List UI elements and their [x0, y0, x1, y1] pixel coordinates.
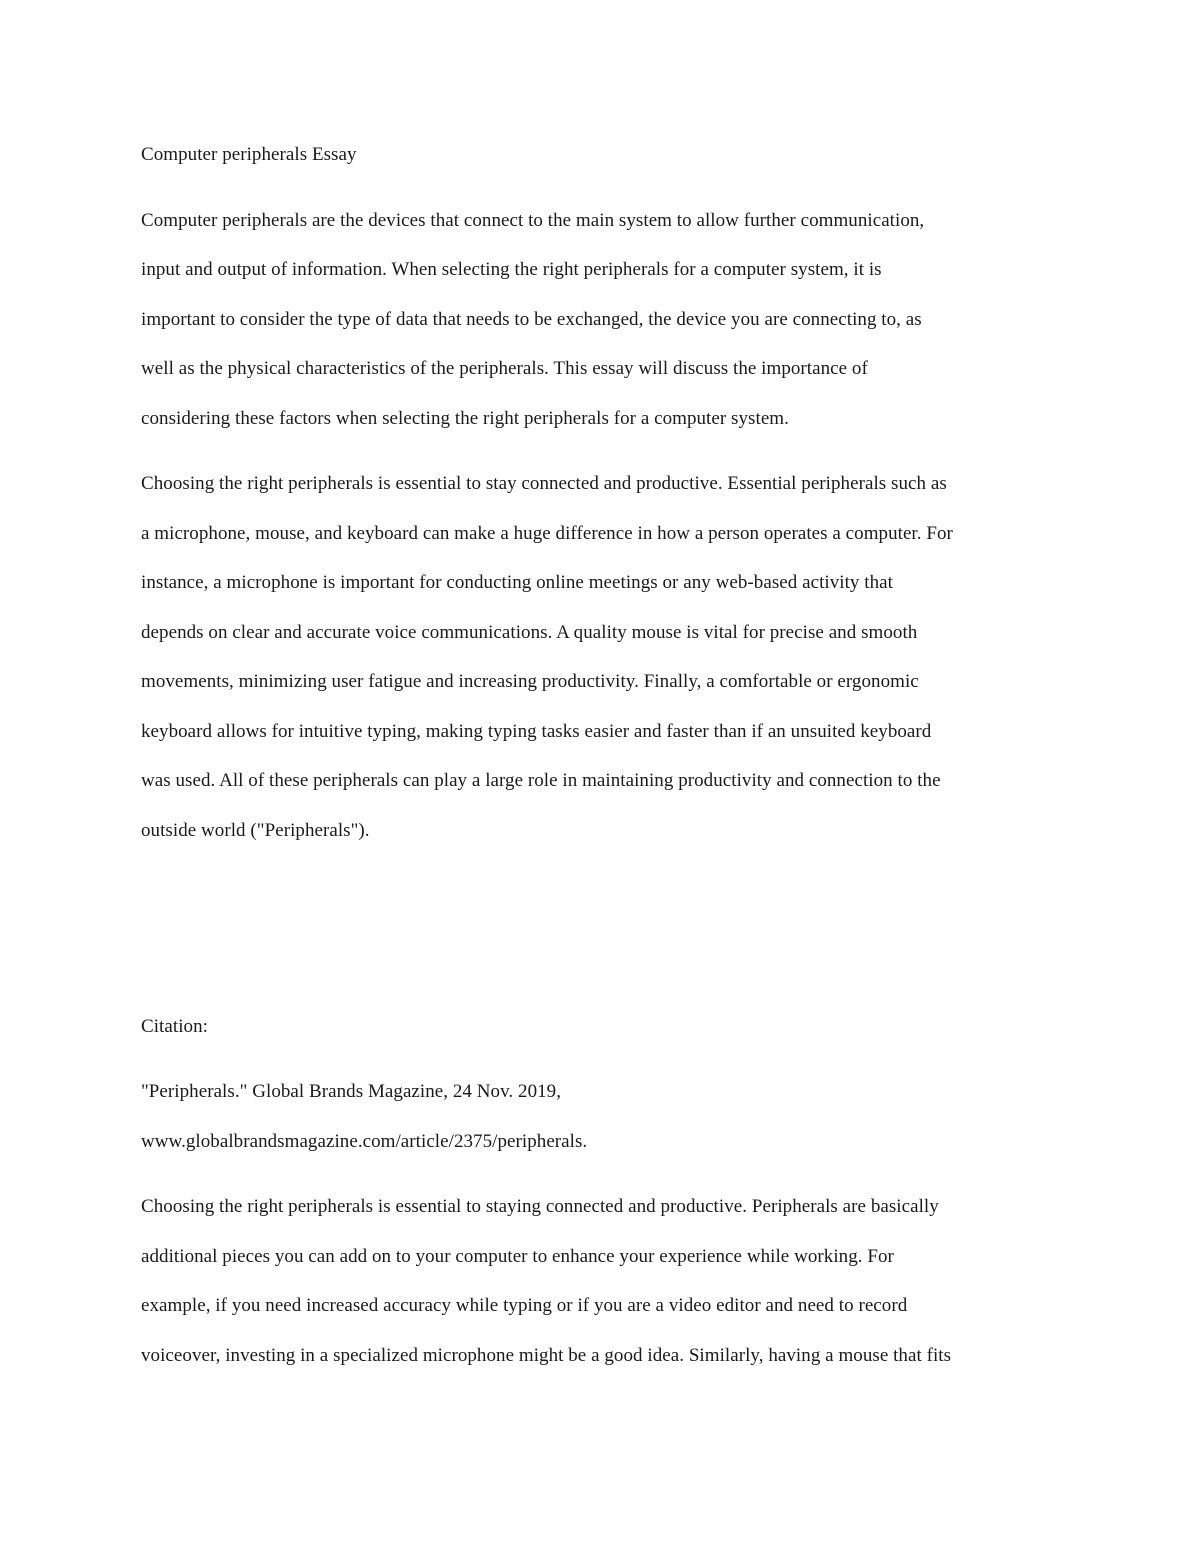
- paragraph-line: example, if you need increased accuracy while typing or if you are a video editor and need to record: [141, 1295, 908, 1316]
- paragraph-line: additional pieces you can add on to your computer to enhance your experience while working. For: [141, 1246, 894, 1267]
- paragraph-line: a microphone, mouse, and keyboard can make a huge difference in how a person operates a computer. For: [141, 523, 953, 544]
- paragraph-line: depends on clear and accurate voice communications. A quality mouse is vital for precise and smooth: [141, 622, 918, 643]
- paragraph-line: Choosing the right peripherals is essential to staying connected and productive. Peripherals are basically: [141, 1196, 939, 1217]
- paragraph-line: important to consider the type of data that needs to be exchanged, the device you are connecting to, as: [141, 309, 922, 330]
- citation-line: "Peripherals." Global Brands Magazine, 24 Nov. 2019,: [141, 1081, 562, 1102]
- paragraph-line: was used. All of these peripherals can play a large role in maintaining productivity and connection to the: [141, 770, 941, 791]
- citation-heading: Citation:: [141, 1016, 208, 1037]
- paragraph-line: Computer peripherals are the devices that connect to the main system to allow further communication,: [141, 210, 925, 231]
- paragraph-line: voiceover, investing in a specialized microphone might be a good idea. Similarly, having a mouse that fits: [141, 1345, 952, 1366]
- paragraph-line: keyboard allows for intuitive typing, making typing tasks easier and faster than if an unsuited keyboard: [141, 721, 932, 742]
- paragraph-line: considering these factors when selecting the right peripherals for a computer system.: [141, 408, 789, 429]
- paragraph-line: instance, a microphone is important for conducting online meetings or any web-based activity that: [141, 572, 893, 593]
- paragraph-line: input and output of information. When selecting the right peripherals for a computer system, it is: [141, 259, 882, 280]
- paragraph-line: outside world ("Peripherals").: [141, 820, 370, 841]
- paragraph-line: well as the physical characteristics of the peripherals. This essay will discuss the importance of: [141, 358, 868, 379]
- citation-line: www.globalbrandsmagazine.com/article/2375/peripherals.: [141, 1131, 588, 1152]
- paragraph-line: movements, minimizing user fatigue and increasing productivity. Finally, a comfortable or ergonomic: [141, 671, 919, 692]
- document-title: Computer peripherals Essay: [141, 144, 357, 165]
- paragraph-line: Choosing the right peripherals is essential to stay connected and productive. Essential peripherals such as: [141, 473, 947, 494]
